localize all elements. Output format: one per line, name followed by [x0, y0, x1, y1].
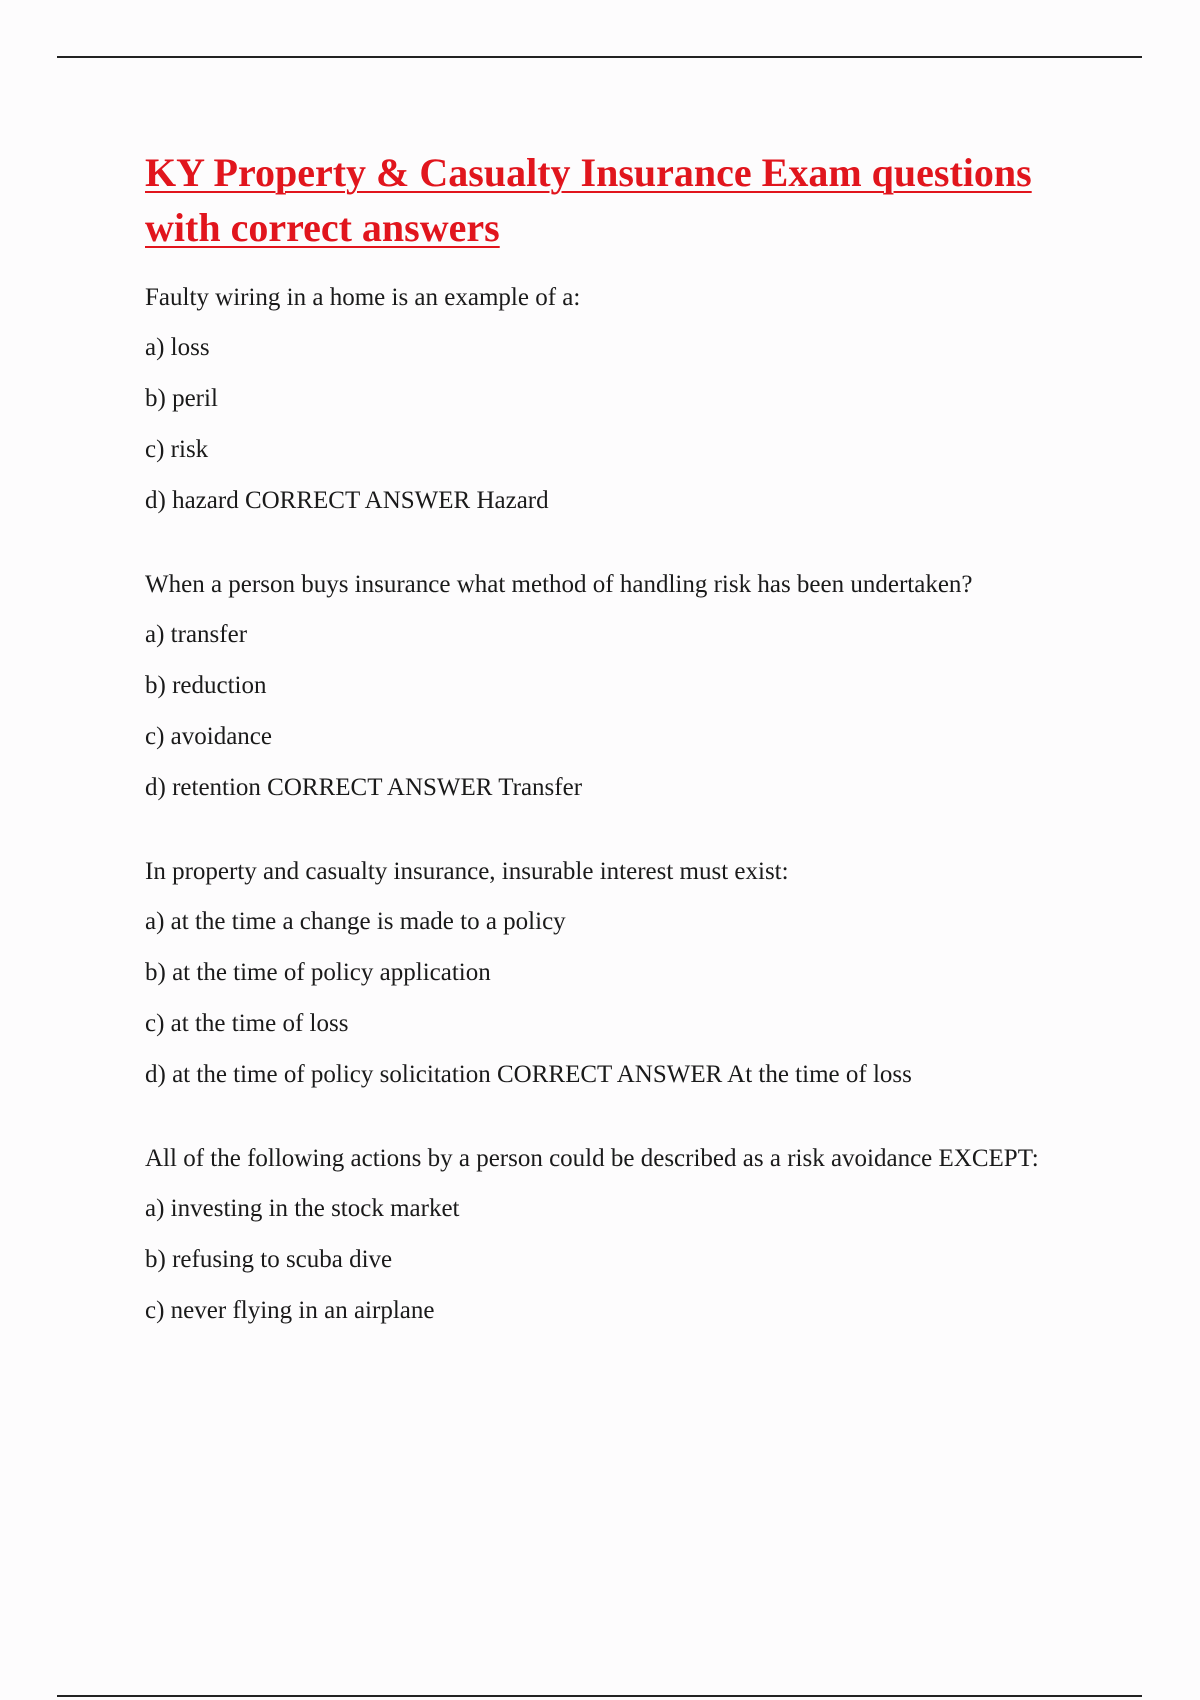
- answer-option: d) hazard CORRECT ANSWER Hazard: [145, 487, 549, 514]
- answer-option: c) avoidance: [145, 723, 273, 750]
- answer-option: a) loss: [145, 334, 210, 361]
- document-body: [145, 145, 1105, 1328]
- answer-option: c) at the time of loss: [145, 1010, 349, 1037]
- question-block: [145, 1142, 1105, 1328]
- answer-option: a) transfer: [145, 621, 248, 648]
- question-block: [145, 855, 1105, 1092]
- top-rule: [57, 56, 1142, 58]
- bottom-rule: [57, 1695, 1142, 1697]
- answer-option: b) reduction: [145, 672, 267, 699]
- question-text: All of the following actions by a person could be described as a risk avoidance EXCEPT:: [145, 1145, 1039, 1172]
- question-block: [145, 281, 1105, 518]
- answer-option: a) at the time a change is made to a policy: [145, 908, 566, 935]
- question-text: When a person buys insurance what method of handling risk has been undertaken?: [145, 571, 973, 598]
- answer-option: b) refusing to scuba dive: [145, 1246, 393, 1273]
- document-title: KY Property & Casualty Insurance Exam questions with correct answers: [145, 150, 1032, 250]
- answer-option: b) peril: [145, 385, 218, 412]
- question-text: Faulty wiring in a home is an example of a:: [145, 284, 581, 311]
- answer-option: c) risk: [145, 436, 209, 463]
- answer-option: d) at the time of policy solicitation CORRECT ANSWER At the time of loss: [145, 1061, 912, 1088]
- question-text: In property and casualty insurance, insurable interest must exist:: [145, 858, 789, 885]
- answer-option: d) retention CORRECT ANSWER Transfer: [145, 774, 583, 801]
- answer-option: c) never flying in an airplane: [145, 1297, 435, 1324]
- question-block: [145, 568, 1105, 805]
- answer-option: a) investing in the stock market: [145, 1195, 460, 1222]
- answer-option: b) at the time of policy application: [145, 959, 491, 986]
